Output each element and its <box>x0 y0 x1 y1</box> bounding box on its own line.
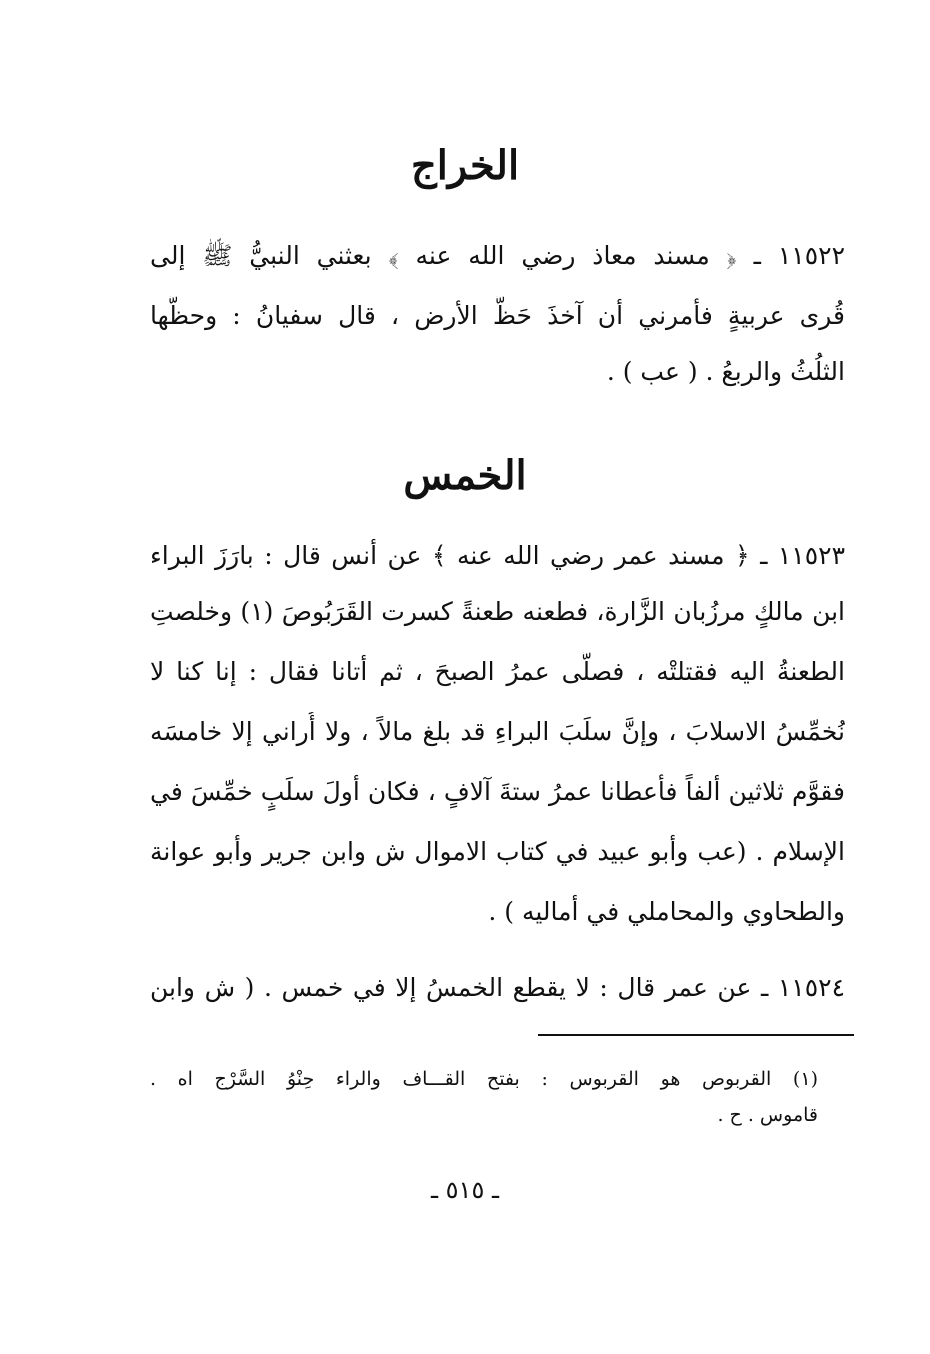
text-line: قُرى عربيةٍ فأمرني أن آخذَ حَظَّ الأرض ، قال سفيانُ : وحظُّها <box>150 301 845 330</box>
text-line: نُخمِّسُ الاسلابَ ، وإنَّ سلَبَ البراءِ قد بلغ مالاً ، ولا أُراني إلا خامسَه <box>150 717 845 746</box>
text-line: فقوَّم ثلاثين ألفاً فأعطانا عمرُ ستةَ آلافٍ ، فكان أولَ سلَبٍ خمِّسَ في <box>150 777 845 806</box>
text-line: ١١٥٢٢ ـ ﴿ مسند معاذ رضي الله عنه ﴾ بعثني النبيُّ ﷺ إلى <box>150 241 845 270</box>
section-heading-khums: الخمس <box>403 452 527 499</box>
page-number: ـ ٥١٥ ـ <box>430 1176 499 1204</box>
text-line: ابن مالكٍ مرزُبان الزَّارة، فطعنه طعنةً كسرت القَرَبُوصَ (١) وخلصتِ <box>150 597 845 626</box>
footnote-line: (١) القربوص هو القربوس : بفتح القـــاف والراء حِنْوُ السَّرْج اه . <box>150 1068 818 1090</box>
hadith-11524-line: ١١٥٢٤ ـ عن عمر قال : لا يقطع الخمسُ إلا في خمس . ( ش وابن <box>150 973 845 1002</box>
footnote-line: قاموس . ح . <box>717 1104 818 1126</box>
text-line: الإسلام . (عب وأبو عبيد في كتاب الاموال ش وابن جرير وأبو عوانة <box>150 837 845 866</box>
text-line: الطعنةُ اليه فقتلتْه ، فصلَّى عمرُ الصبحَ ، ثم أتانا فقال : إنا كنا لا <box>150 657 845 686</box>
text-line: الثلُثُ والربعُ . ( عب ) . <box>606 357 845 386</box>
footnote-separator <box>538 1034 854 1036</box>
text-line: ١١٥٢٣ ـ ﴿ مسند عمر رضي الله عنه ﴾ عن أنس قال : بارَزَ البراء <box>150 541 845 570</box>
section-heading-kharaj: الخراج <box>410 142 520 189</box>
text-line: والطحاوي والمحاملي في أماليه ) . <box>488 897 845 926</box>
